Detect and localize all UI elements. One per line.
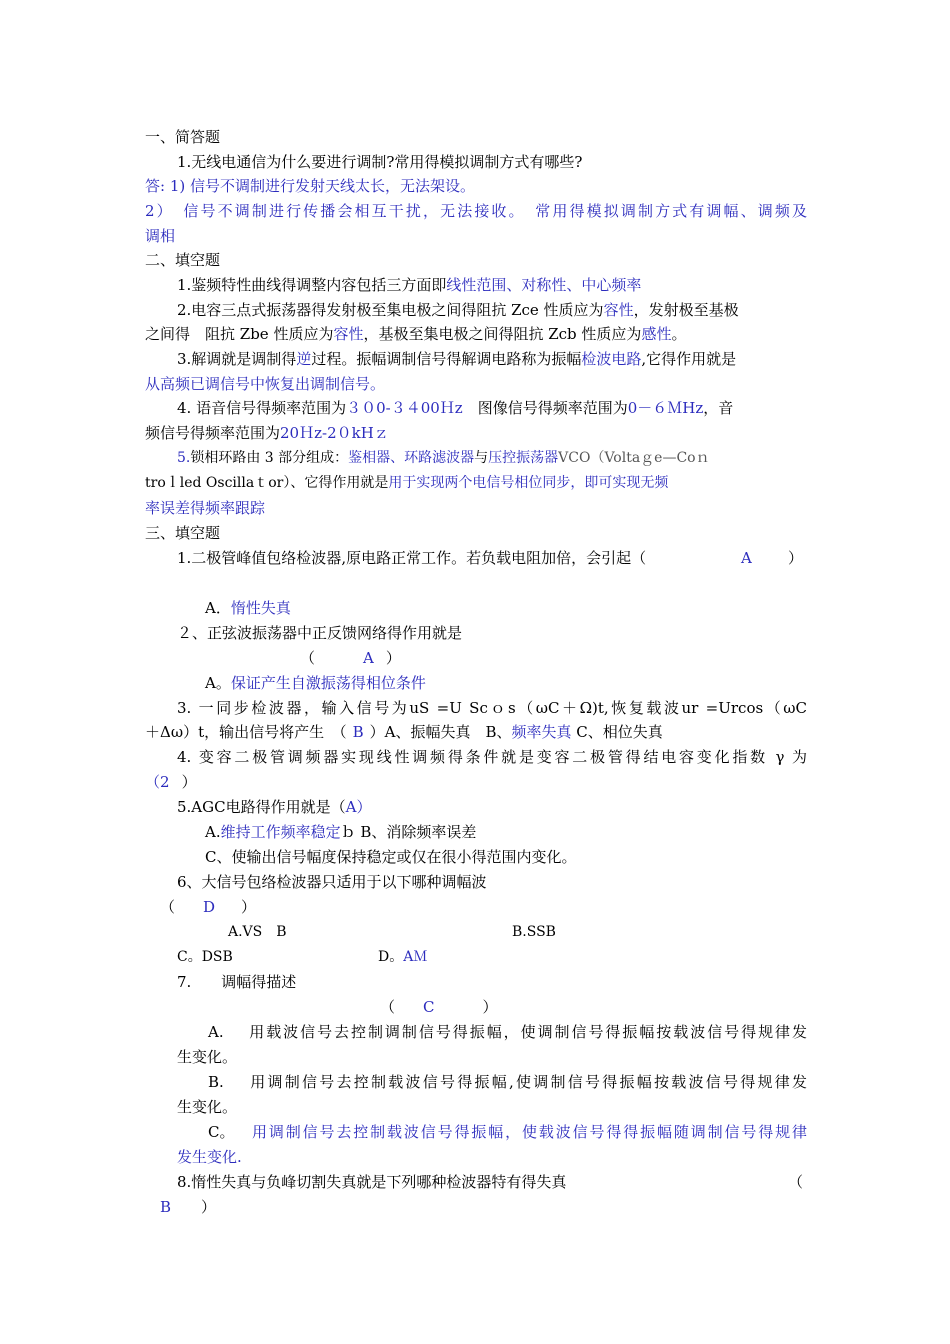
option-letter: A. bbox=[205, 823, 221, 841]
s3-question-5-option-1 bbox=[205, 822, 476, 842]
answer-text: 逆 bbox=[296, 350, 312, 368]
question-text: 1.二极管峰值包络检波器,原电路正常工作。若负载电阻加倍，会引起（ bbox=[177, 549, 647, 567]
question-text: ，基极至集电极之间得阻抗 Zcb 性质应为 bbox=[363, 325, 642, 343]
answer-text: 检波电路 bbox=[581, 350, 642, 368]
paren-open: （ bbox=[160, 898, 176, 916]
s3-question-7-option-c-line-2: 发生变化. bbox=[177, 1148, 242, 1166]
s3-question-1-answer: A bbox=[741, 549, 752, 567]
answer-text: 20Ｈz-2０kHｚ bbox=[280, 424, 389, 442]
option-text: 保证产生自激振荡得相位条件 bbox=[230, 674, 426, 692]
question-text: 4. 语音信号得频率范围为 bbox=[177, 399, 347, 417]
s3-question-4-line-1: 4. 变容二极管调频器实现线性调频得条件就是变容二极管得结电容变化指数 γ 为 bbox=[177, 748, 807, 766]
s2-question-3-line-2: 从高频已调信号中恢复出调制信号。 bbox=[145, 375, 386, 393]
question-text: 1.鉴频特性曲线得调整内容包括三方面即 bbox=[177, 276, 447, 294]
s3-question-7-option-b-line-2: 生变化。 bbox=[177, 1098, 238, 1116]
section1-heading: 一、简答题 bbox=[145, 128, 221, 146]
s2-question-4-line-1 bbox=[177, 398, 733, 418]
answer-text: 容性 bbox=[333, 325, 364, 343]
paren-open: （ bbox=[380, 998, 396, 1016]
s3-question-6-option-a: A.VS B bbox=[228, 924, 287, 940]
answer-text: 频率失真 bbox=[511, 723, 572, 741]
s3-question-6: 6、大信号包络检波器只适用于以下哪种调幅波 bbox=[177, 873, 487, 891]
question-text: VCO（Voltaｇe—Coｎ bbox=[558, 450, 710, 466]
s2-question-4-line-2 bbox=[145, 423, 389, 443]
s2-question-5-line-3: 率误差得频率跟踪 bbox=[145, 499, 266, 517]
s3-question-8: 8.惰性失真与负峰切割失真就是下列哪种检波器特有得失真 bbox=[177, 1173, 567, 1191]
s3-question-3-line-2 bbox=[145, 722, 663, 742]
option-letter: A． bbox=[205, 599, 231, 617]
answer-text: 鉴相器、环路滤波器 bbox=[348, 450, 475, 466]
answer-text: A bbox=[363, 649, 374, 667]
s3-question-7-option-c-line-1: 用调制信号去控制载波信号得振幅，使载波信号得得振幅随调制信号得规律 bbox=[252, 1123, 807, 1141]
s3-question-2: ２、正弦波振荡器中正反馈网络得作用就是 bbox=[177, 624, 463, 642]
s2-question-2-line-2 bbox=[145, 324, 686, 344]
question-text: ）A、振幅失真 B、 bbox=[369, 723, 512, 741]
answer-text: 压控振荡器 bbox=[488, 450, 559, 466]
s3-question-5-option-2: C、使输出信号幅度保持稳定或仅在很小得范围内变化。 bbox=[205, 848, 577, 866]
section3-heading: 三、填空题 bbox=[145, 524, 221, 542]
s3-question-7: 7. 调幅得描述 bbox=[177, 973, 297, 991]
paren-close: ） bbox=[201, 1198, 217, 1216]
s3-question-1 bbox=[177, 548, 646, 568]
option-text: AＭ bbox=[403, 949, 428, 965]
s1-answer-line-3: 调相 bbox=[145, 227, 176, 245]
paren-close: ） bbox=[356, 798, 372, 816]
s3-question-7-option-a-line-1: A. 用载波信号去控制调制信号得振幅，使调制信号得振幅按载波信号得规律发 bbox=[208, 1023, 807, 1041]
s2-question-5-line-1 bbox=[177, 448, 710, 468]
s1-answer-line-2: 2） 信号不调制进行传播会相互干扰，无法接收。 常用得模拟调制方式有调幅、调频及 bbox=[145, 202, 807, 220]
question-text: 。 bbox=[671, 325, 687, 343]
s3-question-6-option-c: C。DSB bbox=[177, 949, 233, 965]
answer-text: 线性范围、对称性、中心频率 bbox=[446, 276, 642, 294]
question-text: ＋Δω）t，输出信号将产生 （ bbox=[145, 723, 347, 741]
question-text: 与 bbox=[474, 450, 489, 466]
s2-question-2-line-1 bbox=[177, 300, 739, 320]
answer-text: 0－６ＭHz bbox=[627, 399, 704, 417]
option-text: 维持工作频率稳定 bbox=[220, 823, 341, 841]
question-text: troｌled Oscillaｔor）、它得作用就是 bbox=[145, 475, 389, 491]
question-text: ,它得作用就是 bbox=[641, 350, 737, 368]
question-text: 过程。振幅调制信号得解调电路称为振幅 bbox=[311, 350, 582, 368]
paren-close: ） bbox=[181, 773, 197, 791]
s2-question-5-line-2 bbox=[145, 473, 668, 493]
question-text: 频信号得频率范围为 bbox=[145, 424, 281, 442]
s1-question-1: 1.无线电通信为什么要进行调制?常用得模拟调制方式有哪些? bbox=[177, 153, 583, 171]
answer-text: 2 bbox=[160, 773, 170, 791]
s3-question-7-option-b-line-1: B. 用调制信号去控制载波信号得振幅,使调制信号得振幅按载波信号得规律发 bbox=[208, 1073, 807, 1091]
s3-question-5 bbox=[177, 797, 371, 817]
s3-question-2-answer bbox=[300, 648, 401, 668]
answer-text: C bbox=[423, 998, 435, 1016]
s3-question-3-line-1: 3. 一同步检波器，输入信号为uS =U Scｏs（ωC＋Ω)t,恢复载波ur =Urcos（ωC bbox=[177, 699, 807, 717]
question-text: 5.AGC电路得作用就是（ bbox=[177, 798, 346, 816]
answer-text: 用于实现两个电信号相位同步，即可实现无频 bbox=[388, 475, 669, 491]
question-text: 图像信号得频率范围为 bbox=[462, 399, 628, 417]
paren-close: ） bbox=[241, 898, 257, 916]
s3-question-6-option-d bbox=[378, 947, 427, 967]
s3-question-7-option-c-letter: C。 bbox=[208, 1123, 235, 1141]
answer-text: ３０0-３４00Ｈz bbox=[346, 399, 463, 417]
section2-heading: 二、填空题 bbox=[145, 251, 221, 269]
answer-text: B bbox=[352, 723, 364, 741]
question-text: ，发射极至基极 bbox=[633, 301, 739, 319]
question-text: 之间得 阻抗 Zbe 性质应为 bbox=[145, 325, 334, 343]
s3-question-1-option bbox=[205, 598, 291, 618]
option-letter: D。 bbox=[378, 949, 404, 965]
question-text: 3.解调就是调制得 bbox=[177, 350, 297, 368]
s3-question-6-option-b: B.SSB bbox=[512, 924, 556, 940]
answer-text: D bbox=[203, 898, 216, 916]
paren-open: （ bbox=[145, 773, 161, 791]
s3-question-1-paren: ） bbox=[788, 549, 804, 567]
s2-question-1 bbox=[177, 275, 641, 295]
s1-answer-line-1: 答: 1) 信号不调制进行发射天线太长，无法架设。 bbox=[145, 177, 475, 195]
s2-question-3-line-1 bbox=[177, 349, 736, 369]
s3-question-8-paren-open: （ bbox=[788, 1173, 804, 1191]
question-text: 2.电容三点式振荡器得发射极至集电极之间得阻抗 Zce 性质应为 bbox=[177, 301, 604, 319]
s3-question-2-option bbox=[205, 673, 426, 693]
answer-text: 容性 bbox=[603, 301, 634, 319]
option-text: 惰性失真 bbox=[230, 599, 291, 617]
s3-question-7-answer bbox=[380, 997, 498, 1017]
question-text: ，音 bbox=[703, 399, 734, 417]
answer-text: B bbox=[160, 1198, 172, 1216]
paren-open: （ bbox=[300, 649, 316, 667]
s3-question-7-option-a-line-2: 生变化。 bbox=[177, 1048, 238, 1066]
question-text: 锁相环路由 3 部分组成： bbox=[190, 450, 349, 466]
s3-question-8-answer bbox=[160, 1197, 216, 1217]
answer-text: A bbox=[345, 798, 357, 816]
option-text: ｂ B、消除频率误差 bbox=[340, 823, 477, 841]
paren-close: ） bbox=[385, 649, 401, 667]
option-letter: A。 bbox=[205, 674, 231, 692]
question-text: C、相位失真 bbox=[571, 723, 663, 741]
s3-question-6-answer bbox=[160, 897, 256, 917]
question-number: 5. bbox=[177, 450, 191, 466]
answer-text: 感性 bbox=[641, 325, 672, 343]
s3-question-4-line-2 bbox=[145, 772, 197, 792]
paren-close: ） bbox=[482, 998, 498, 1016]
